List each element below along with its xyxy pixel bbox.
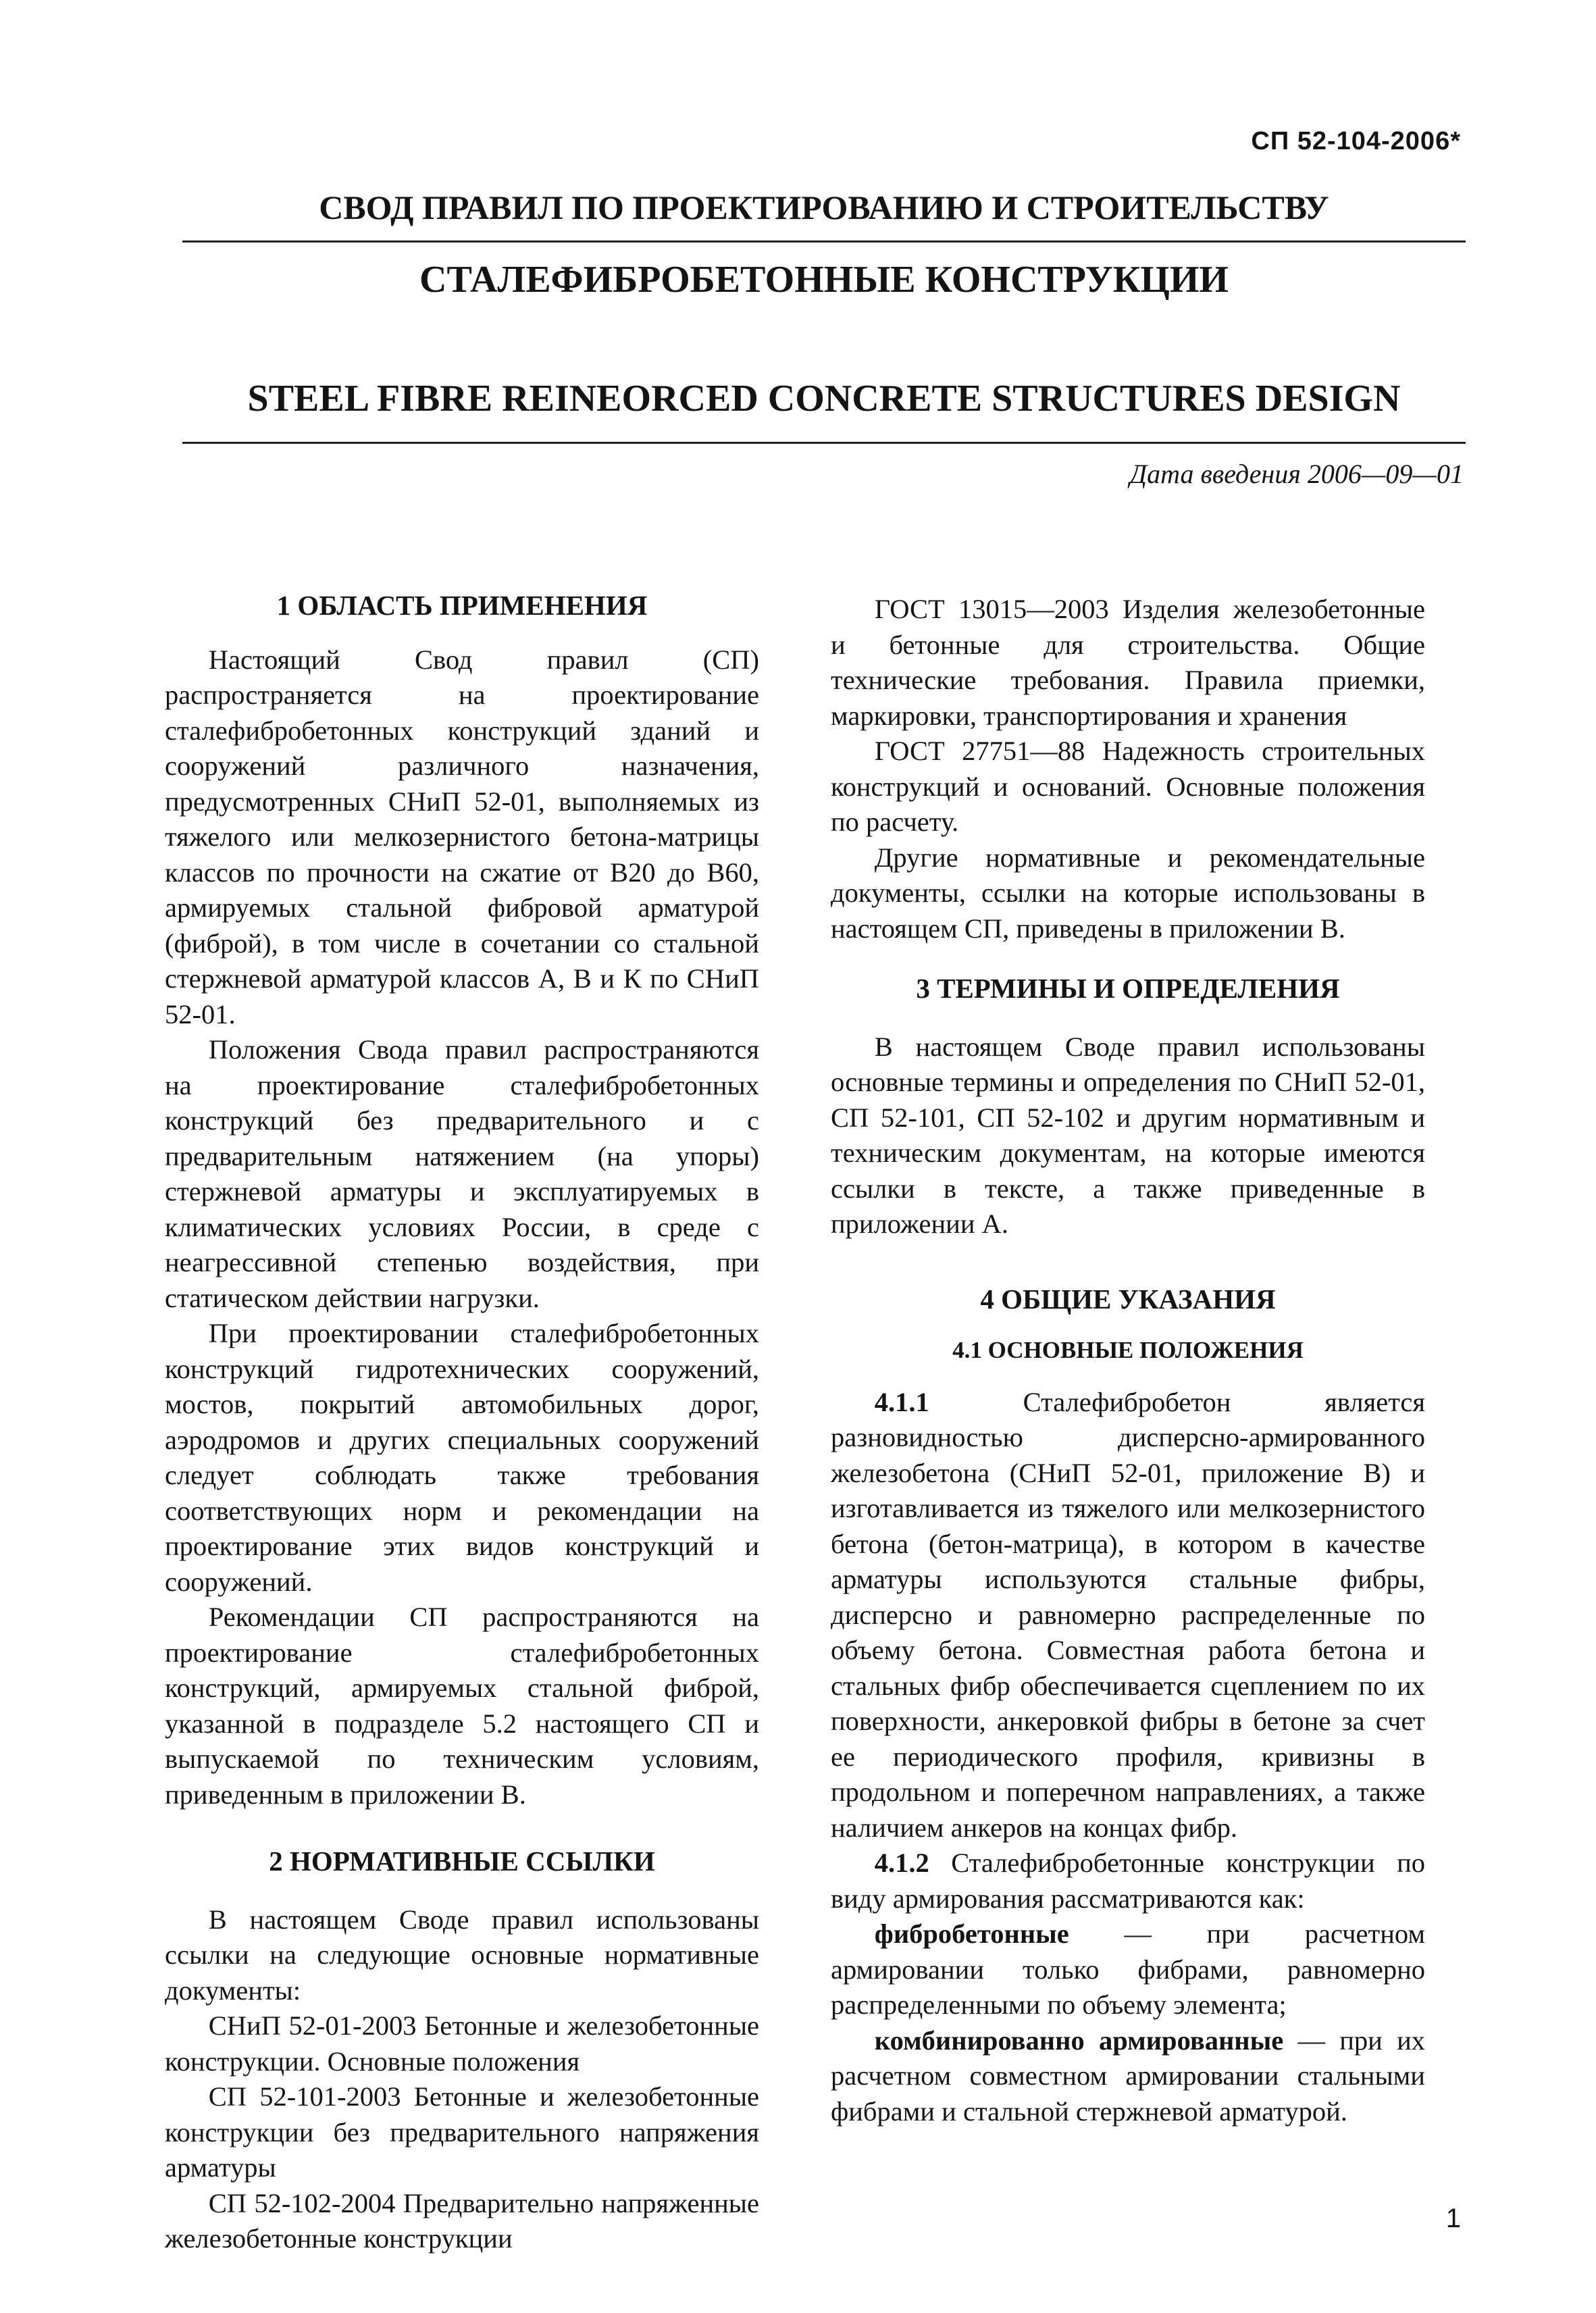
section-4-heading: 4 ОБЩИЕ УКАЗАНИЯ	[980, 1283, 1276, 1315]
normative-reference: ГОСТ 27751—88 Надежность строительных конструкций и оснований. Основные положения по расчету.	[831, 736, 1425, 837]
title-divider-bottom	[182, 442, 1466, 444]
normative-reference: СНиП 52-01-2003 Бетонные и железобетонные конструкции. Основные положения	[165, 2010, 759, 2077]
normative-reference: СП 52-101-2003 Бетонные и железобетонные конструкции без предварительного напряжения арматуры	[165, 2081, 759, 2183]
term: комбинированно армированные	[874, 2025, 1284, 2056]
definition-text: — при расчетном армировании только фибрами, равномерно распределенными по объему элемента;	[831, 1918, 1425, 2020]
clause-text: Сталефибробетонные конструкции по виду армирования рассматриваются как:	[831, 1848, 1425, 1914]
section-1-heading: 1 ОБЛАСТЬ ПРИМЕНЕНИЯ	[276, 590, 648, 621]
section-3-heading: 3 ТЕРМИНЫ И ОПРЕДЕЛЕНИЯ	[916, 973, 1340, 1004]
section-1-paragraph: Рекомендации СП распространяются на проектирование сталефибробетонных конструкций, армируемых стальной фиброй, указанной в подразделе 5.2 настоящего СП и выпускаемой по техническим условиям, приведенным в приложении В.	[165, 1602, 759, 1810]
term: фибробетонные	[874, 1918, 1069, 1949]
section-2-heading: 2 НОРМАТИВНЫЕ ССЫЛКИ	[269, 1846, 655, 1877]
clause-number: 4.1.2	[874, 1848, 929, 1878]
document-title-ru: СТАЛЕФИБРОБЕТОННЫЕ КОНСТРУКЦИИ	[419, 259, 1229, 301]
document-code: СП 52-104-2006*	[1251, 127, 1461, 155]
section-3-paragraph: В настоящем Своде правил использованы основные термины и определения по СНиП 52-01, СП 52-101, СП 52-102 и другим нормативным и техническим документам, на которые имеются ссылки в тексте, а также приведенные в приложении А.	[831, 1031, 1425, 1239]
term-definition	[831, 2023, 1425, 2130]
normative-reference: ГОСТ 13015—2003 Изделия железобетонные и бетонные для строительства. Общие технические требования. Правила приемки, маркировки, транспортирования и хранения	[831, 594, 1425, 731]
title-divider-top	[182, 240, 1466, 243]
subsection-4-1-heading: 4.1 ОСНОВНЫЕ ПОЛОЖЕНИЯ	[952, 1337, 1304, 1363]
right-column	[831, 592, 1425, 2129]
section-1-paragraph: Настоящий Свод правил (СП) распространяется на проектирование сталефибробетонных конструкций зданий и сооружений различного назначения, предусмотренных СНиП 52-01, выполняемых из тяжелого или мелкозернистого бетона-матрицы классов по прочности на сжатие от В20 до В60, армируемых стальной фибровой арматурой (фиброй), в том числе в сочетании со стальной стержневой арматурой классов А, В и К по СНиП 52-01.	[165, 644, 759, 1030]
document-title-en: STEEL FIBRE REINEORCED CONCRETE STRUCTURES DESIGN	[247, 378, 1401, 420]
left-column	[165, 588, 759, 2257]
definition-text: — при их расчетном совместном армировании стальными фибрами и стальной стержневой арматурой.	[831, 2025, 1425, 2127]
section-1-paragraph: При проектировании сталефибробетонных конструкций гидротехнических сооружений, мостов, покрытий автомобильных дорог, аэродромов и других специальных сооружений следует соблюдать также требования соответствующих норм и рекомендации на проектирование этих видов конструкций и сооружений.	[165, 1318, 759, 1597]
clause-number: 4.1.1	[874, 1386, 929, 1417]
clause-4-1-1	[831, 1385, 1425, 1846]
section-2-other-documents: Другие нормативные и рекомендательные документы, ссылки на которые использованы в настоящем СП, приведены в приложении В.	[831, 842, 1425, 944]
series-title: СВОД ПРАВИЛ ПО ПРОЕКТИРОВАНИЮ И СТРОИТЕЛЬСТВУ	[319, 188, 1329, 226]
clause-4-1-2	[831, 1846, 1425, 1916]
term-definition	[831, 1916, 1425, 2023]
introduction-date: Дата введения 2006—09—01	[1129, 459, 1464, 489]
clause-text: Сталефибробетон является разновидностью дисперсно-армированного железобетона (СНиП 52-01, приложение В) и изготавливается из тяжелого или мелкозернистого бетона (бетон-матрица), в котором в качестве арматуры используются стальные фибры, дисперсно и равномерно распределенные по объему бетона. Совместная работа бетона и стальных фибр обеспечивается сцеплением по их поверхности, анкеровкой фибры в бетоне за счет ее периодического профиля, кривизны в продольном и поперечном направлениях, а также наличием анкеров на концах фибр.	[831, 1386, 1425, 1843]
section-2-intro: В настоящем Своде правил использованы ссылки на следующие основные нормативные документы:	[165, 1904, 759, 2006]
normative-reference: СП 52-102-2004 Предварительно напряженные железобетонные конструкции	[165, 2187, 759, 2254]
page-number: 1	[1445, 2204, 1461, 2233]
section-1-paragraph: Положения Свода правил распространяются на проектирование сталефибробетонных конструкций без предварительного и с предварительным натяжением (на упоры) стержневой арматуры и эксплуатируемых в климатических условиях России, в среде с неагрессивной степенью воздействия, при статическом действии нагрузки.	[165, 1034, 759, 1313]
